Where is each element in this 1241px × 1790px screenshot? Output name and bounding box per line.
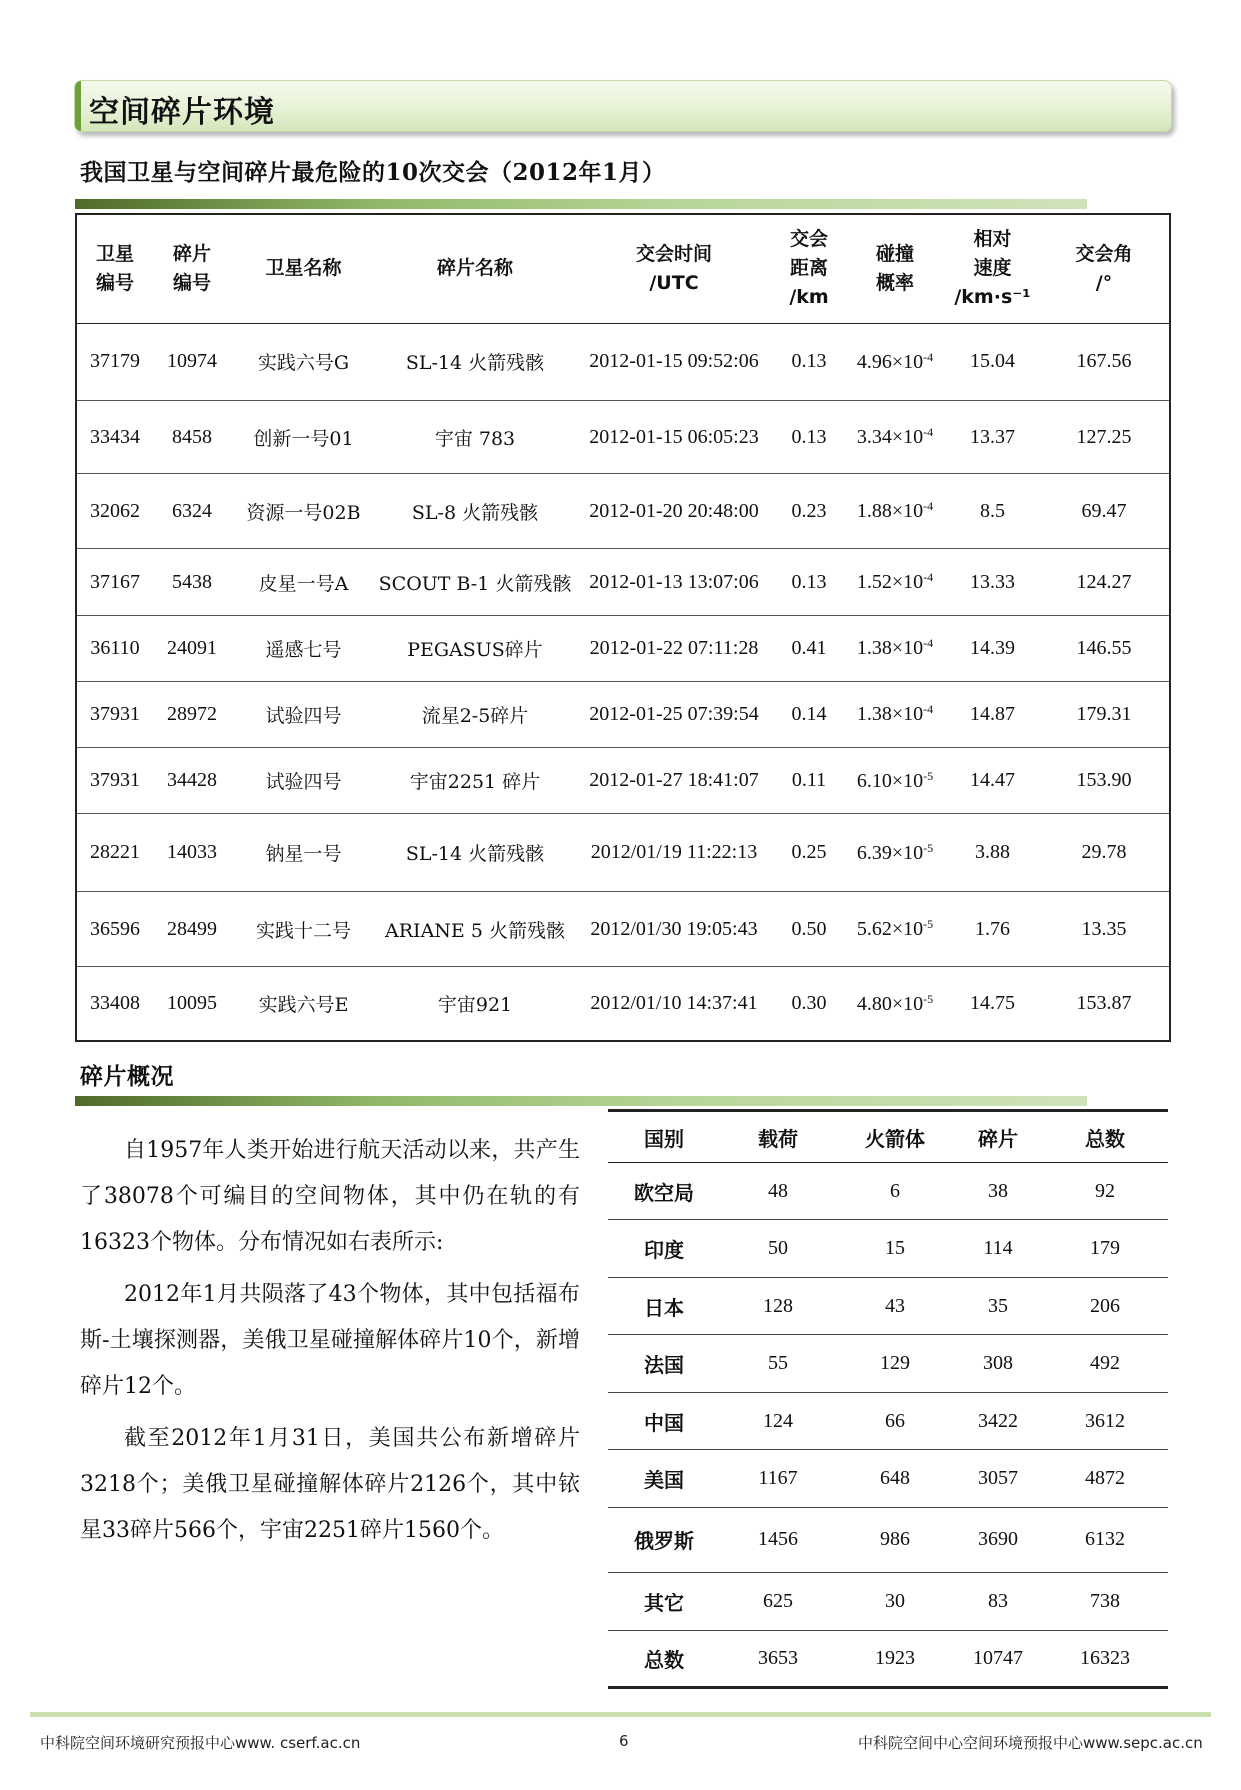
time-cell: 2012/01/30 19:05:43 <box>574 891 774 966</box>
count-cell: 38 <box>954 1163 1042 1220</box>
time-cell: 2012/01/10 14:37:41 <box>590 992 758 1015</box>
probability-mantissa: 4.80×10 <box>856 992 924 1015</box>
table-row <box>608 1450 1168 1507</box>
sat-name-cell: 实践六号G <box>231 323 376 401</box>
table-row <box>76 323 1170 401</box>
sat-name-cell: 遥感七号 <box>231 615 376 681</box>
col-header <box>153 214 231 323</box>
distance-cell: 0.50 <box>774 891 844 966</box>
sat-name-cell: 试验四号 <box>231 748 376 814</box>
speed-cell: 8.5 <box>946 474 1039 549</box>
country-cell: 法国 <box>608 1335 720 1392</box>
debris-name-cell: 流星2-5碎片 <box>376 681 574 747</box>
country-cell: 总数 <box>644 1647 684 1672</box>
probability-cell <box>844 814 946 892</box>
table-row <box>608 1163 1168 1220</box>
col-header-line: 卫星 <box>95 242 134 265</box>
header-accent <box>75 81 81 131</box>
count-cell: 55 <box>720 1335 836 1392</box>
count-cell: 3690 <box>954 1507 1042 1572</box>
table-row <box>76 549 1170 615</box>
country-cell: 俄罗斯 <box>608 1507 720 1572</box>
country-cell: 印度 <box>608 1220 720 1277</box>
col-header: 火箭体 <box>836 1111 954 1163</box>
debris-name-cell: SL-8 火箭残骸 <box>376 474 574 549</box>
table-row <box>76 967 1170 1041</box>
sat-name-cell: 创新一号01 <box>231 401 376 474</box>
col-header-line: 编号 <box>95 271 134 294</box>
distance-cell: 0.41 <box>774 615 844 681</box>
probability-cell <box>844 681 946 747</box>
sat-name-cell: 试验四号 <box>231 681 376 747</box>
time-cell: 2012-01-27 18:41:07 <box>574 748 774 814</box>
count-cell: 6132 <box>1042 1507 1168 1572</box>
table-row <box>608 1277 1168 1334</box>
col-header-line: /km <box>789 286 829 309</box>
count-cell: 16323 <box>1080 1646 1130 1669</box>
count-cell: 308 <box>954 1335 1042 1392</box>
angle-cell: 153.87 <box>1076 992 1132 1015</box>
count-cell: 128 <box>720 1277 836 1334</box>
probability-mantissa: 5.62×10 <box>856 918 924 941</box>
col-header <box>844 214 946 323</box>
angle-cell: 127.25 <box>1039 401 1170 474</box>
debris-name-cell: 宇宙 783 <box>376 401 574 474</box>
debris-id-cell: 8458 <box>153 401 231 474</box>
count-cell: 3057 <box>954 1450 1042 1507</box>
sat-id-cell: 37931 <box>76 681 153 747</box>
probability-cell <box>844 891 946 966</box>
debris-id-cell: 14033 <box>153 814 231 892</box>
count-cell: 6 <box>836 1163 954 1220</box>
debris-id-cell: 10095 <box>167 992 217 1015</box>
page-number: 6 <box>619 1732 629 1750</box>
debris-id-cell: 34428 <box>153 748 231 814</box>
count-cell: 92 <box>1042 1163 1168 1220</box>
speed-cell: 14.47 <box>946 748 1039 814</box>
count-cell: 738 <box>1042 1573 1168 1630</box>
distance-cell: 0.13 <box>774 323 844 401</box>
col-header: 总数 <box>1042 1111 1168 1163</box>
col-header <box>574 214 774 323</box>
count-cell: 1456 <box>720 1507 836 1572</box>
count-cell: 10747 <box>973 1646 1023 1669</box>
count-cell: 43 <box>836 1277 954 1334</box>
section-rule <box>75 199 1087 209</box>
count-cell: 3653 <box>758 1646 798 1669</box>
probability-cell <box>844 615 946 681</box>
probability-cell <box>844 549 946 615</box>
col-header-line: /km·s⁻¹ <box>954 286 1031 309</box>
table-row <box>76 681 1170 747</box>
count-cell: 129 <box>836 1335 954 1392</box>
country-cell: 美国 <box>608 1450 720 1507</box>
count-cell: 625 <box>720 1573 836 1630</box>
debris-name-cell: SL-14 火箭残骸 <box>376 323 574 401</box>
count-cell: 492 <box>1042 1335 1168 1392</box>
count-cell: 3612 <box>1042 1392 1168 1449</box>
time-cell: 2012-01-15 09:52:06 <box>574 323 774 401</box>
probability-exponent: -5 <box>923 917 934 932</box>
speed-cell: 14.87 <box>946 681 1039 747</box>
probability-mantissa: 6.10×10 <box>856 769 924 792</box>
table-row <box>76 891 1170 966</box>
table-row <box>76 474 1170 549</box>
col-header-line: 碎片名称 <box>436 257 513 280</box>
count-cell: 1167 <box>720 1450 836 1507</box>
table-row <box>76 748 1170 814</box>
col-header-line: 交会时间 <box>635 242 712 265</box>
col-header-line: 交会角 <box>1075 242 1133 265</box>
paragraph: 截至2012年1月31日，美国共公布新增碎片3218个；美俄卫星碰撞解体碎片2126个，其中铱星33碎片566个，宇宙2251碎片1560个。 <box>80 1426 580 1543</box>
debris-id-cell: 5438 <box>153 549 231 615</box>
angle-cell: 179.31 <box>1039 681 1170 747</box>
angle-cell: 69.47 <box>1039 474 1170 549</box>
debris-id-cell: 6324 <box>153 474 231 549</box>
probability-mantissa: 4.96×10 <box>856 350 924 373</box>
angle-cell: 13.35 <box>1039 891 1170 966</box>
country-cell: 中国 <box>608 1392 720 1449</box>
debris-name-cell: 宇宙2251 碎片 <box>376 748 574 814</box>
sat-id-cell: 32062 <box>76 474 153 549</box>
sat-id-cell: 36110 <box>76 615 153 681</box>
table-row <box>608 1573 1168 1630</box>
conjunction-table-title: 我国卫星与空间碎片最危险的10次交会（2012年1月） <box>80 159 666 186</box>
speed-cell: 13.37 <box>946 401 1039 474</box>
debris-id-cell: 28972 <box>153 681 231 747</box>
col-header: 碎片 <box>954 1111 1042 1163</box>
count-cell: 648 <box>836 1450 954 1507</box>
probability-mantissa: 1.38×10 <box>856 703 924 726</box>
debris-name-cell: SCOUT B-1 火箭残骸 <box>376 549 574 615</box>
probability-exponent: -5 <box>923 991 934 1006</box>
speed-cell: 1.76 <box>946 891 1039 966</box>
sat-name-cell: 钠星一号 <box>231 814 376 892</box>
col-header: 国别 <box>608 1111 720 1163</box>
debris-id-cell: 10974 <box>153 323 231 401</box>
footer-left: 中科院空间环境研究预报中心www. cserf.ac.cn <box>40 1734 361 1752</box>
probability-exponent: -4 <box>923 499 934 514</box>
probability-mantissa: 3.34×10 <box>856 426 924 449</box>
country-table-header <box>608 1111 1168 1163</box>
distance-cell: 0.13 <box>774 401 844 474</box>
col-header <box>376 214 574 323</box>
probability-cell <box>844 474 946 549</box>
probability-exponent: -4 <box>923 636 934 651</box>
sat-id-cell: 37179 <box>76 323 153 401</box>
angle-cell: 146.55 <box>1039 615 1170 681</box>
debris-id-cell: 28499 <box>153 891 231 966</box>
col-header-line: 编号 <box>172 271 211 294</box>
probability-cell <box>844 967 946 1041</box>
time-cell: 2012-01-13 13:07:06 <box>574 549 774 615</box>
count-cell: 114 <box>954 1220 1042 1277</box>
col-header-line: 碰撞 <box>875 242 914 265</box>
country-cell: 其它 <box>608 1573 720 1630</box>
table-row <box>76 615 1170 681</box>
count-cell: 15 <box>836 1220 954 1277</box>
probability-mantissa: 1.88×10 <box>856 500 924 523</box>
overview-text <box>80 1128 580 1560</box>
debris-name-cell: PEGASUS碎片 <box>376 615 574 681</box>
col-header <box>76 214 153 323</box>
conjunction-table-header <box>76 214 1170 323</box>
probability-mantissa: 1.38×10 <box>856 637 924 660</box>
count-cell: 986 <box>836 1507 954 1572</box>
count-cell: 1923 <box>875 1646 915 1669</box>
col-header-line: 距离 <box>789 257 828 280</box>
count-cell: 4872 <box>1042 1450 1168 1507</box>
country-cell: 欧空局 <box>608 1163 720 1220</box>
angle-cell: 124.27 <box>1039 549 1170 615</box>
debris-id-cell: 24091 <box>153 615 231 681</box>
count-cell: 179 <box>1042 1220 1168 1277</box>
debris-name-cell: ARIANE 5 火箭残骸 <box>376 891 574 966</box>
angle-cell: 153.90 <box>1039 748 1170 814</box>
speed-cell: 15.04 <box>946 323 1039 401</box>
footer-rule <box>30 1712 1211 1717</box>
probability-exponent: -4 <box>923 702 934 717</box>
sat-id-cell: 28221 <box>76 814 153 892</box>
probability-mantissa: 1.52×10 <box>856 571 924 594</box>
time-cell: 2012-01-22 07:11:28 <box>574 615 774 681</box>
count-cell: 48 <box>720 1163 836 1220</box>
count-cell: 124 <box>720 1392 836 1449</box>
count-cell: 3422 <box>954 1392 1042 1449</box>
distance-cell: 0.30 <box>791 992 827 1015</box>
time-cell: 2012-01-25 07:39:54 <box>574 681 774 747</box>
sat-id-cell: 33434 <box>76 401 153 474</box>
col-header-line: 速度 <box>973 257 1012 280</box>
col-header-line: /UTC <box>649 271 699 294</box>
col-header <box>1039 214 1170 323</box>
table-row <box>608 1630 1168 1688</box>
sat-id-cell: 33408 <box>90 992 140 1015</box>
time-cell: 2012/01/19 11:22:13 <box>574 814 774 892</box>
table-row <box>76 814 1170 892</box>
probability-exponent: -5 <box>923 768 934 783</box>
sat-name-cell: 资源一号02B <box>231 474 376 549</box>
time-cell: 2012-01-20 20:48:00 <box>574 474 774 549</box>
count-cell: 206 <box>1042 1277 1168 1334</box>
col-header: 载荷 <box>720 1111 836 1163</box>
sat-id-cell: 37167 <box>76 549 153 615</box>
distance-cell: 0.11 <box>774 748 844 814</box>
sat-id-cell: 36596 <box>76 891 153 966</box>
section-rule-2 <box>75 1096 1087 1106</box>
distance-cell: 0.23 <box>774 474 844 549</box>
distance-cell: 0.25 <box>774 814 844 892</box>
probability-exponent: -4 <box>923 570 934 585</box>
sat-id-cell: 37931 <box>76 748 153 814</box>
col-header <box>946 214 1039 323</box>
col-header-line: /° <box>1095 271 1113 294</box>
speed-cell: 13.33 <box>946 549 1039 615</box>
col-header <box>231 214 376 323</box>
count-cell: 83 <box>954 1573 1042 1630</box>
speed-cell: 3.88 <box>946 814 1039 892</box>
time-cell: 2012-01-15 06:05:23 <box>574 401 774 474</box>
debris-overview-title: 碎片概况 <box>80 1063 174 1090</box>
probability-cell <box>844 401 946 474</box>
col-header-line: 概率 <box>875 271 914 294</box>
section-header-bar <box>74 80 1172 132</box>
country-cell: 日本 <box>608 1277 720 1334</box>
table-row <box>608 1507 1168 1572</box>
angle-cell: 29.78 <box>1039 814 1170 892</box>
count-cell: 50 <box>720 1220 836 1277</box>
sat-name-cell: 实践六号E <box>258 994 349 1017</box>
probability-exponent: -4 <box>923 349 934 364</box>
count-cell: 35 <box>954 1277 1042 1334</box>
probability-exponent: -4 <box>923 425 934 440</box>
count-cell: 66 <box>836 1392 954 1449</box>
col-header-line: 碎片 <box>172 242 211 265</box>
angle-cell: 167.56 <box>1039 323 1170 401</box>
footer-right: 中科院空间中心空间环境预报中心www.sepc.ac.cn <box>858 1734 1203 1752</box>
col-header-line: 交会 <box>789 228 828 251</box>
sat-name-cell: 皮星一号A <box>231 549 376 615</box>
sat-name-cell: 实践十二号 <box>231 891 376 966</box>
table-row <box>76 401 1170 474</box>
col-header-line: 卫星名称 <box>265 257 342 280</box>
table-row <box>608 1392 1168 1449</box>
probability-cell <box>844 748 946 814</box>
table-row <box>608 1220 1168 1277</box>
probability-cell <box>844 323 946 401</box>
country-objects-table <box>608 1109 1168 1689</box>
conjunction-table <box>75 213 1171 1042</box>
table-row <box>608 1335 1168 1392</box>
probability-exponent: -5 <box>923 840 934 855</box>
distance-cell: 0.14 <box>774 681 844 747</box>
col-header-line: 相对 <box>973 228 1012 251</box>
count-cell: 30 <box>836 1573 954 1630</box>
distance-cell: 0.13 <box>774 549 844 615</box>
speed-cell: 14.75 <box>970 992 1015 1015</box>
page-title: 空间碎片环境 <box>89 95 275 130</box>
paragraph: 2012年1月共陨落了43个物体，其中包括福布斯-土壤探测器，美俄卫星碰撞解体碎片10个，新增碎片12个。 <box>80 1282 580 1399</box>
debris-name-cell: SL-14 火箭残骸 <box>376 814 574 892</box>
speed-cell: 14.39 <box>946 615 1039 681</box>
debris-name-cell: 宇宙921 <box>437 994 513 1017</box>
col-header <box>774 214 844 323</box>
probability-mantissa: 6.39×10 <box>856 841 924 864</box>
paragraph: 自1957年人类开始进行航天活动以来，共产生了38078个可编目的空间物体，其中仍在轨的有16323个物体。分布情况如右表所示: <box>80 1138 580 1255</box>
